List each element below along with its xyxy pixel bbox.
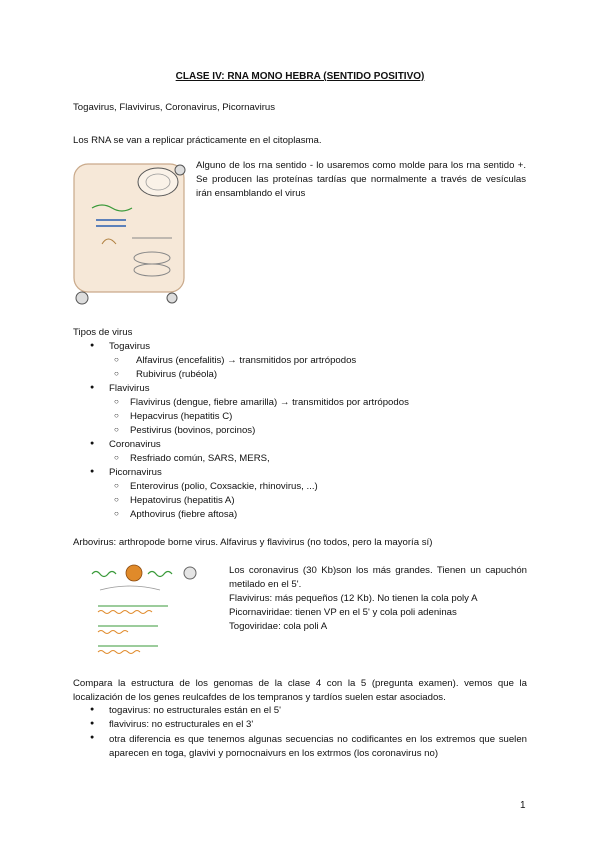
flavivirus-note: Flavivirus: más pequeños (12 Kb). No tienen la cola poly A <box>229 593 478 604</box>
genome-figure <box>90 560 200 660</box>
figure1-text: Alguno de los rna sentido - lo usaremos como molde para los rna sentido +. Se producen las proteínas tardías que normalmente a través de vesículas irán ensamblando el virus <box>196 160 526 199</box>
page-number: 1 <box>520 800 526 811</box>
compare-paragraph: Compara la estructura de los genomas de la clase 4 con la 5 (pregunta examen). vemos que la localización de los genes reulcafdes de los tempranos y tardíos suelen estar asociados. <box>73 678 527 703</box>
types-heading: Tipos de virus <box>73 327 133 338</box>
picornaviridae-note: Picornaviridae: tienen VP en el 5' y cola poli adeninas <box>229 607 457 618</box>
arbovirus-line: Arbovirus: arthropode borne virus. Alfavirus y flavivirus (no todos, pero la mayoría sí) <box>73 537 433 548</box>
replication-line: Los RNA se van a replicar prácticamente en el citoplasma. <box>73 135 322 146</box>
coronavirus-note: Los coronavirus (30 Kb)son los más grandes. Tienen un capuchón metilado en el 5'. <box>229 565 527 590</box>
togoviridae-note: Togoviridae: cola poli A <box>229 621 328 632</box>
cell-replication-figure <box>72 158 190 306</box>
page-title: CLASE IV: RNA MONO HEBRA (SENTIDO POSITIVO) <box>175 71 425 82</box>
families-line: Togavirus, Flavivirus, Coronavirus, Picornavirus <box>73 102 276 113</box>
figure2-text <box>229 564 527 634</box>
